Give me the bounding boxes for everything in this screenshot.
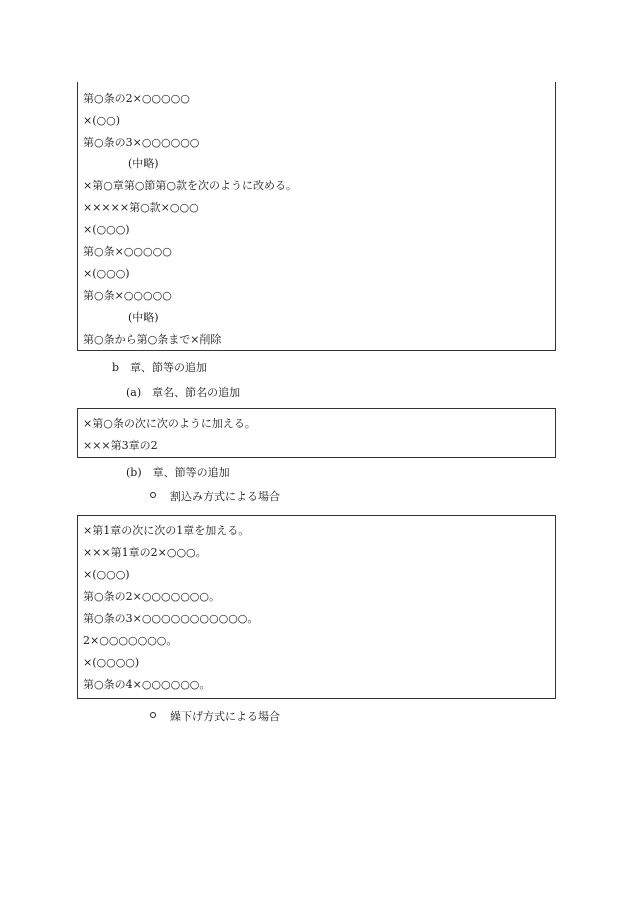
- amendment-text-box-1: [77, 82, 556, 351]
- box1-line: ×(○○○): [83, 223, 130, 236]
- subsection-heading-b: (b) 章、節等の追加: [126, 466, 230, 479]
- box3-line: ×第1章の次に次の1章を加える。: [83, 524, 250, 537]
- circle-bullet-icon: [150, 712, 156, 718]
- method-heading-kurisage-label: 繰下げ方式による場合: [170, 710, 280, 723]
- box1-line: ×第○章第○節第○款を次のように改める。: [83, 179, 298, 192]
- box1-line-omitted: (中略): [128, 311, 159, 324]
- box1-line: ×××××第○款×○○○: [83, 201, 199, 214]
- subsection-heading-a: (a) 章名、節名の追加: [126, 386, 241, 399]
- box3-line: 2×○○○○○○○。: [83, 634, 178, 647]
- box1-line: 第○条×○○○○○: [83, 289, 172, 302]
- amendment-text-box-3: [77, 515, 556, 699]
- box2-line: ×××第3章の2: [83, 439, 158, 452]
- amendment-text-box-2: [77, 408, 556, 458]
- box1-line-omitted: (中略): [128, 157, 159, 170]
- circle-bullet-icon: [150, 492, 156, 498]
- method-heading-kurisage: [150, 710, 280, 724]
- method-heading-warikomi-label: 割込み方式による場合: [170, 490, 280, 503]
- box1-line: ×(○○○): [83, 267, 130, 280]
- box3-line: 第○条の2×○○○○○○○。: [83, 590, 221, 603]
- box1-line: ×(○○): [83, 114, 120, 127]
- box1-line: 第○条の2×○○○○○: [83, 92, 190, 105]
- box2-line: ×第○条の次に次のように加える。: [83, 417, 256, 430]
- method-heading-warikomi: [150, 490, 280, 504]
- box1-line: 第○条から第○条まで×削除: [83, 333, 222, 346]
- box3-line: 第○条の3×○○○○○○○○○○○。: [83, 612, 259, 625]
- box3-line: 第○条の4×○○○○○○。: [83, 678, 211, 691]
- box3-line: ×(○○○): [83, 568, 130, 581]
- box1-line: 第○条の3×○○○○○○: [83, 136, 200, 149]
- box1-line: 第○条×○○○○○: [83, 245, 172, 258]
- box3-line: ×(○○○○): [83, 656, 140, 669]
- box3-line: ×××第1章の2×○○○。: [83, 546, 207, 559]
- section-heading-b: b 章、節等の追加: [112, 361, 208, 374]
